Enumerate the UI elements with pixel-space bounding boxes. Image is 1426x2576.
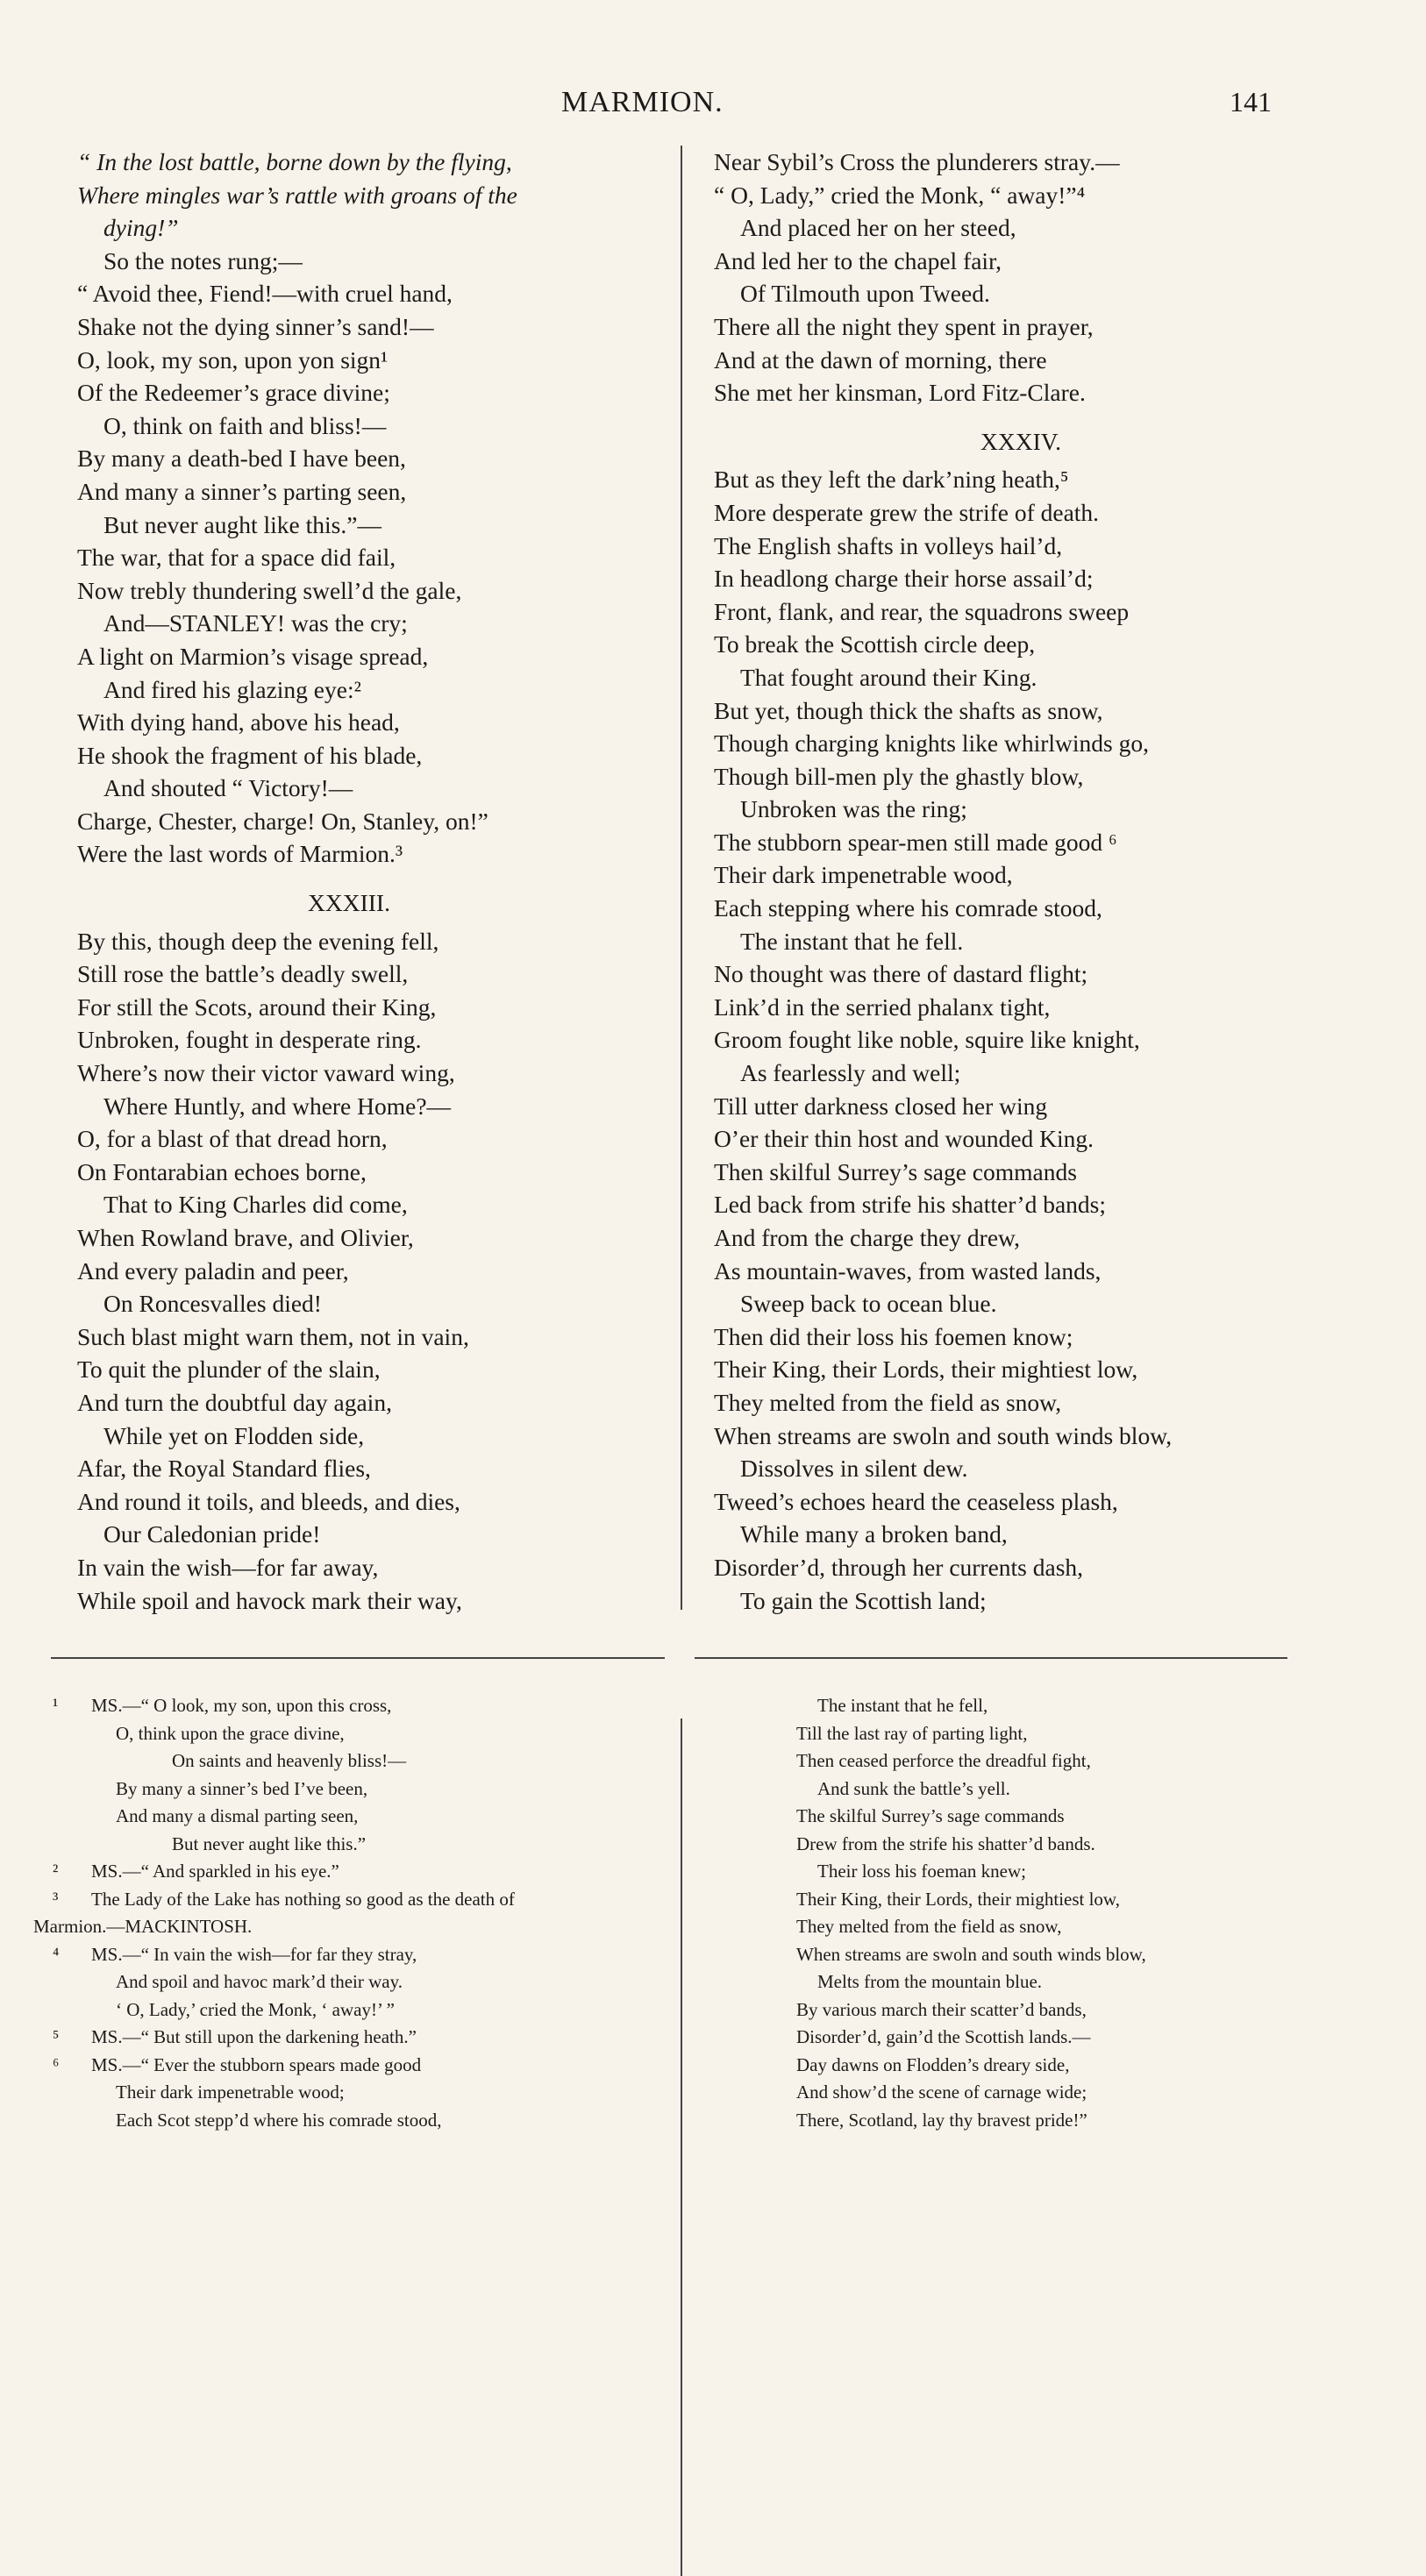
- verse-line: They melted from the field as snow,: [714, 1388, 1062, 1416]
- verse-line: Afar, the Royal Standard flies,: [77, 1455, 371, 1483]
- footnote-text: ‘ O, Lady,’ cried the Monk, ‘ away!’ ”: [116, 1998, 395, 2020]
- footnote-line: [53, 1858, 684, 1886]
- verse-line: The instant that he fell.: [740, 927, 964, 955]
- footnote-text: On saints and heavenly bliss!—: [172, 1750, 407, 1771]
- verse-line: Led back from strife his shatter’d bands;: [714, 1191, 1106, 1219]
- verse-line: To gain the Scottish land;: [740, 1586, 987, 1614]
- verse-line: Were the last words of Marmion.³: [77, 840, 403, 868]
- verse-line: “ O, Lady,” cried the Monk, “ away!”⁴: [714, 181, 1086, 209]
- footnote-line: The skilful Surrey’s sage commands: [796, 1805, 1065, 1826]
- footnote-text: MS.—“ In vain the wish—for far they stray,: [91, 1943, 417, 1965]
- verse-line: The war, that for a space did fail,: [77, 544, 396, 572]
- footnote-line: [53, 1747, 684, 1775]
- footnote-text: Their dark impenetrable wood;: [116, 2081, 345, 2103]
- verse-line: Front, flank, and rear, the squadrons sweep: [714, 597, 1130, 625]
- page-number: 141: [1230, 86, 1272, 117]
- verse-line: And from the charge they drew,: [714, 1224, 1020, 1251]
- verse-line: O, for a blast of that dread horn,: [77, 1125, 388, 1153]
- verse-line: Till utter darkness closed her wing: [714, 1092, 1048, 1120]
- footnote-line: [53, 2024, 684, 2052]
- footnote-line: The instant that he fell,: [817, 1695, 988, 1716]
- footnote-text: MS.—“ But still upon the darkening heath.”: [91, 2026, 417, 2047]
- footnote-line: Till the last ray of parting light,: [796, 1722, 1028, 1744]
- footnote-line: Drew from the strife his shatter’d bands.: [796, 1832, 1095, 1854]
- verse-line: Sweep back to ocean blue.: [740, 1290, 997, 1318]
- footnote-text: MS.—“ Ever the stubborn spears made good: [91, 2053, 422, 2075]
- verse-line: While many a broken band,: [740, 1520, 1008, 1548]
- right-poem-column: [714, 146, 1328, 1617]
- verse-line: Groom fought like noble, squire like knight,: [714, 1026, 1140, 1054]
- footnote-line: And show’d the scene of carnage wide;: [796, 2081, 1087, 2103]
- verse-line: Still rose the battle’s deadly swell,: [77, 960, 409, 988]
- stanza-heading: XXXIV.: [980, 427, 1061, 455]
- verse-line: O, think on faith and bliss!—: [103, 411, 387, 439]
- footnote-text: Each Scot stepp’d where his comrade stood,: [116, 2109, 442, 2131]
- verse-line: That to King Charles did come,: [103, 1191, 408, 1219]
- footnote-marker: ⁴: [53, 1943, 60, 1965]
- footnote-line: [53, 2107, 684, 2135]
- footnote-text: MS.—“ And sparkled in his eye.”: [91, 1861, 339, 1882]
- verse-line: But as they left the dark’ning heath,⁵: [714, 466, 1069, 494]
- footnote-line: [53, 1968, 684, 1996]
- footnote-rule-left: [51, 1657, 665, 1659]
- footnote-line: [53, 1720, 684, 1748]
- footnote-line: When streams are swoln and south winds blow,: [796, 1943, 1146, 1965]
- verse-line: Where’s now their victor vaward wing,: [77, 1059, 455, 1087]
- verse-line: Unbroken was the ring;: [740, 795, 967, 823]
- verse-line: By many a death-bed I have been,: [77, 445, 406, 473]
- verse-line: In vain the wish—for far away,: [77, 1553, 379, 1581]
- left-poem-column: [77, 146, 674, 1617]
- verse-line: So the notes rung;—: [103, 246, 303, 274]
- verse-line: No thought was there of dastard flight;: [714, 960, 1088, 988]
- verse-line: O’er their thin host and wounded King.: [714, 1125, 1094, 1153]
- footnote-line: Then ceased perforce the dreadful fight,: [796, 1750, 1091, 1771]
- footnotes-right: [796, 1692, 1340, 2134]
- footnote-text: By many a sinner’s bed I’ve been,: [116, 1777, 368, 1799]
- verse-line: And shouted “ Victory!—: [103, 774, 353, 802]
- verse-line: But yet, though thick the shafts as snow,: [714, 696, 1103, 724]
- verse-line: On Roncesvalles died!: [103, 1290, 322, 1318]
- verse-line: In headlong charge their horse assail’d;: [714, 565, 1094, 593]
- verse-line: Dissolves in silent dew.: [740, 1455, 968, 1483]
- verse-line: That fought around their King.: [740, 663, 1037, 691]
- verse-line: Their King, their Lords, their mightiest low,: [714, 1356, 1138, 1384]
- verse-line: The English shafts in volleys hail’d,: [714, 531, 1063, 559]
- verse-line: And every paladin and peer,: [77, 1256, 349, 1284]
- verse-line: But never aught like this.”—: [103, 510, 381, 538]
- footnote-line: Their King, their Lords, their mightiest low,: [796, 1888, 1120, 1910]
- footnote-text: The Lady of the Lake has nothing so good as the death of: [91, 1888, 515, 1910]
- footnote-line: By various march their scatter’d bands,: [796, 1998, 1087, 2020]
- footnote-text: But never aught like this.”: [172, 1832, 367, 1854]
- verse-line: Such blast might warn them, not in vain,: [77, 1322, 469, 1350]
- footnote-text: MS.—“ O look, my son, upon this cross,: [91, 1695, 392, 1716]
- footnote-line: [53, 2052, 684, 2080]
- footnote-line: They melted from the field as snow,: [796, 1916, 1062, 1937]
- verse-line: To quit the plunder of the slain,: [77, 1356, 381, 1384]
- verse-line: On Fontarabian echoes borne,: [77, 1157, 367, 1185]
- footnote-line: [53, 1996, 684, 2025]
- verse-line: Where Huntly, and where Home?—: [103, 1092, 452, 1120]
- footnote-divider: [681, 1719, 682, 2576]
- verse-line: While yet on Flodden side,: [103, 1421, 365, 1449]
- verse-line: And led her to the chapel fair,: [714, 246, 1002, 274]
- footnote-line: [53, 1775, 684, 1804]
- verse-line: Their dark impenetrable wood,: [714, 861, 1013, 889]
- footnote-text: And spoil and havoc mark’d their way.: [116, 1971, 403, 1992]
- column-divider: [681, 146, 682, 1610]
- footnote-line: Disorder’d, gain’d the Scottish lands.—: [796, 2026, 1091, 2047]
- verse-line: Of Tilmouth upon Tweed.: [740, 280, 990, 308]
- verse-line: And round it toils, and bleeds, and dies,: [77, 1487, 460, 1515]
- verse-line: “ In the lost battle, borne down by the flying,: [77, 148, 512, 175]
- verse-line: “ Avoid thee, Fiend!—with cruel hand,: [77, 280, 453, 308]
- verse-line: There all the night they spent in prayer,: [714, 312, 1094, 340]
- verse-line: The stubborn spear-men still made good ⁶: [714, 828, 1117, 856]
- page-header: [0, 86, 1426, 130]
- verse-line: Charge, Chester, charge! On, Stanley, on!”: [77, 807, 488, 835]
- verse-line: O, look, my son, upon yon sign¹: [77, 345, 389, 374]
- verse-line: And many a sinner’s parting seen,: [77, 477, 407, 505]
- footnote-line: [53, 2079, 684, 2107]
- verse-line: As fearlessly and well;: [740, 1059, 961, 1087]
- footnote-text: O, think upon the grace divine,: [116, 1722, 345, 1744]
- footnote-line: [53, 1692, 684, 1720]
- verse-line: She met her kinsman, Lord Fitz-Clare.: [714, 379, 1086, 407]
- verse-line: Of the Redeemer’s grace divine;: [77, 379, 390, 407]
- verse-line: Now trebly thundering swell’d the gale,: [77, 576, 462, 604]
- verse-line: Link’d in the serried phalanx tight,: [714, 993, 1051, 1021]
- verse-line: And—STANLEY! was the cry;: [103, 609, 408, 637]
- verse-line: Though charging knights like whirlwinds go,: [714, 729, 1149, 758]
- footnote-text: And many a dismal parting seen,: [116, 1805, 359, 1826]
- footnote-line: [33, 1913, 684, 1941]
- verse-line: Each stepping where his comrade stood,: [714, 894, 1102, 922]
- verse-line: And turn the doubtful day again,: [77, 1388, 392, 1416]
- verse-line: Unbroken, fought in desperate ring.: [77, 1026, 422, 1054]
- footnote-line: [53, 1831, 684, 1859]
- verse-line: For still the Scots, around their King,: [77, 993, 437, 1021]
- verse-line: By this, though deep the evening fell,: [77, 927, 439, 955]
- footnote-line: Melts from the mountain blue.: [817, 1971, 1043, 1992]
- stanza-heading: XXXIII.: [308, 889, 390, 917]
- verse-line: A light on Marmion’s visage spread,: [77, 642, 429, 670]
- footnote-line: [53, 1886, 684, 1914]
- running-title: MARMION.: [561, 86, 724, 118]
- verse-line: Then skilful Surrey’s sage commands: [714, 1157, 1077, 1185]
- footnote-line: There, Scotland, lay thy bravest pride!”: [796, 2109, 1087, 2131]
- verse-line: And placed her on her steed,: [740, 214, 1016, 242]
- footnote-rule-right: [695, 1657, 1287, 1659]
- footnote-marker: ¹: [53, 1695, 59, 1716]
- verse-line: He shook the fragment of his blade,: [77, 741, 423, 769]
- verse-line: When Rowland brave, and Olivier,: [77, 1224, 414, 1251]
- verse-line: dying!”: [103, 214, 179, 242]
- verse-line: To break the Scottish circle deep,: [714, 630, 1036, 658]
- footnote-marker: ⁵: [53, 2026, 60, 2047]
- footnote-marker: ⁶: [53, 2053, 60, 2075]
- verse-line: Then did their loss his foemen know;: [714, 1322, 1073, 1350]
- verse-line: Disorder’d, through her currents dash,: [714, 1553, 1084, 1581]
- footnote-line: Their loss his foeman knew;: [817, 1861, 1026, 1882]
- verse-line: Shake not the dying sinner’s sand!—: [77, 312, 434, 340]
- verse-line: Where mingles war’s rattle with groans of the: [77, 181, 517, 209]
- footnote-text: Marmion.—MACKINTOSH.: [33, 1916, 253, 1937]
- footnote-line: [53, 1803, 684, 1831]
- footnotes-left: [33, 1692, 684, 2134]
- verse-line: As mountain-waves, from wasted lands,: [714, 1256, 1102, 1284]
- verse-line: Our Caledonian pride!: [103, 1520, 321, 1548]
- footnote-marker: ³: [53, 1888, 59, 1910]
- verse-line: More desperate grew the strife of death.: [714, 498, 1100, 526]
- footnote-line: [53, 1941, 684, 1969]
- verse-line: Though bill-men ply the ghastly blow,: [714, 762, 1084, 790]
- verse-line: With dying hand, above his head,: [77, 708, 400, 737]
- footnote-line: And sunk the battle’s yell.: [817, 1777, 1010, 1799]
- verse-line: Tweed’s echoes heard the ceaseless plash,: [714, 1487, 1118, 1515]
- verse-line: And fired his glazing eye:²: [103, 675, 361, 703]
- verse-line: Near Sybil’s Cross the plunderers stray.—: [714, 148, 1120, 175]
- verse-line: When streams are swoln and south winds blow,: [714, 1421, 1173, 1449]
- verse-line: While spoil and havock mark their way,: [77, 1586, 462, 1614]
- verse-line: And at the dawn of morning, there: [714, 345, 1047, 374]
- footnote-line: Day dawns on Flodden’s dreary side,: [796, 2053, 1070, 2075]
- footnote-marker: ²: [53, 1861, 59, 1882]
